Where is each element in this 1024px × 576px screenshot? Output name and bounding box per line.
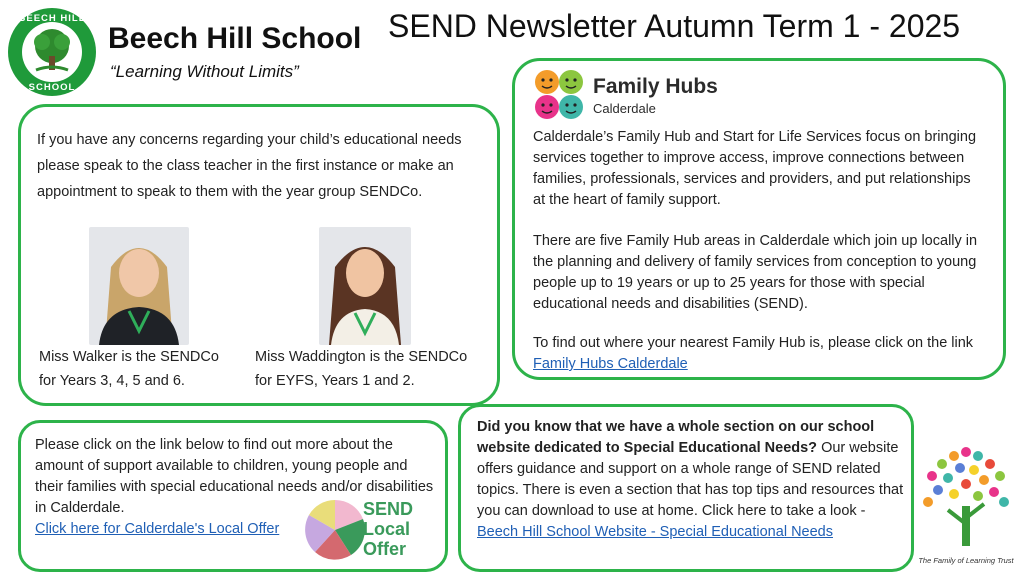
trust-logo — [918, 444, 1014, 572]
offer-logo-line1: SEND — [363, 499, 414, 519]
school-motto: “Learning Without Limits” — [110, 62, 299, 81]
website-panel — [458, 404, 914, 572]
staff-caption-line1: Miss Waddington is the SENDCo — [255, 349, 468, 365]
staff-caption-line1: Miss Walker is the SENDCo — [39, 349, 219, 365]
family-hubs-logo — [533, 69, 733, 121]
website-link[interactable]: Beech Hill School Website - Special Educational Needs — [477, 524, 833, 540]
school-name: Beech Hill School — [108, 22, 362, 55]
school-logo — [6, 6, 98, 98]
staff-photo-waddington — [319, 227, 411, 345]
logo-bottom-text: SCHOOL — [28, 82, 76, 93]
staff-photo-walker — [89, 227, 189, 345]
staff-caption-line2: for Years 3, 4, 5 and 6. — [39, 373, 185, 389]
family-hubs-para3-text: To find out where your nearest Family Hub is, please click on the link — [533, 335, 974, 351]
newsletter-title: SEND Newsletter Autumn Term 1 - 2025 — [388, 8, 961, 44]
sendco-panel — [18, 104, 500, 406]
family-hubs-brand-sub: Calderdale — [593, 101, 656, 116]
send-local-offer-logo — [305, 497, 435, 567]
staff-caption-line2: for EYFS, Years 1 and 2. — [255, 373, 415, 389]
family-hubs-para1: Calderdale’s Family Hub and Start for Life Services focus on bringing services together to improve access, improve connections between families, professionals, services and providers, and put relationships at the heart of family support. — [533, 129, 977, 208]
offer-logo-line3: Offer — [363, 539, 407, 559]
trust-caption: The Family of Learning Trust — [918, 556, 1014, 565]
staff-caption-waddington — [255, 345, 495, 393]
local-offer-pie-icon — [305, 497, 365, 563]
family-hubs-link[interactable]: Family Hubs Calderdale — [533, 356, 688, 372]
website-bold-text: Did you know that we have a whole section on our school website dedicated to Special Educational Needs? — [477, 419, 875, 456]
handprint-tree-icon — [918, 444, 1014, 556]
offer-logo-line2: Local — [363, 519, 411, 539]
family-hubs-brand: Family Hubs — [593, 75, 718, 98]
local-offer-panel — [18, 420, 448, 572]
logo-top-text: BEECH HILL — [18, 13, 86, 24]
staff-caption-walker — [39, 345, 259, 393]
family-hubs-faces-icon — [533, 69, 587, 121]
family-hubs-para3 — [533, 333, 989, 375]
local-offer-text: Please click on the link below to find out more about the amount of support available to children, young people and their families with special educational needs and/or disabilities in Calderdale. — [35, 437, 434, 516]
website-body-text: Our website offers guidance and support on a whole range of SEND related topics. There is even a section that has top tips and resources that you can download to use at home. Click here to take a look - — [477, 440, 904, 519]
sendco-intro: If you have any concerns regarding your child’s educational needs please speak to the class teacher in the first instance or make an appointment to speak to them with the year group SENDCo. — [37, 132, 462, 200]
local-offer-link[interactable]: Click here for Calderdale's Local Offer — [35, 521, 280, 537]
website-text-block — [477, 417, 907, 543]
family-hubs-para2: There are five Family Hub areas in Calderdale which join up locally in the planning and delivery of family services from conception to young people up to 19 years or up to 25 years for those with special educational needs and disabilities (SEND). — [533, 233, 978, 312]
family-hubs-panel — [512, 58, 1006, 380]
